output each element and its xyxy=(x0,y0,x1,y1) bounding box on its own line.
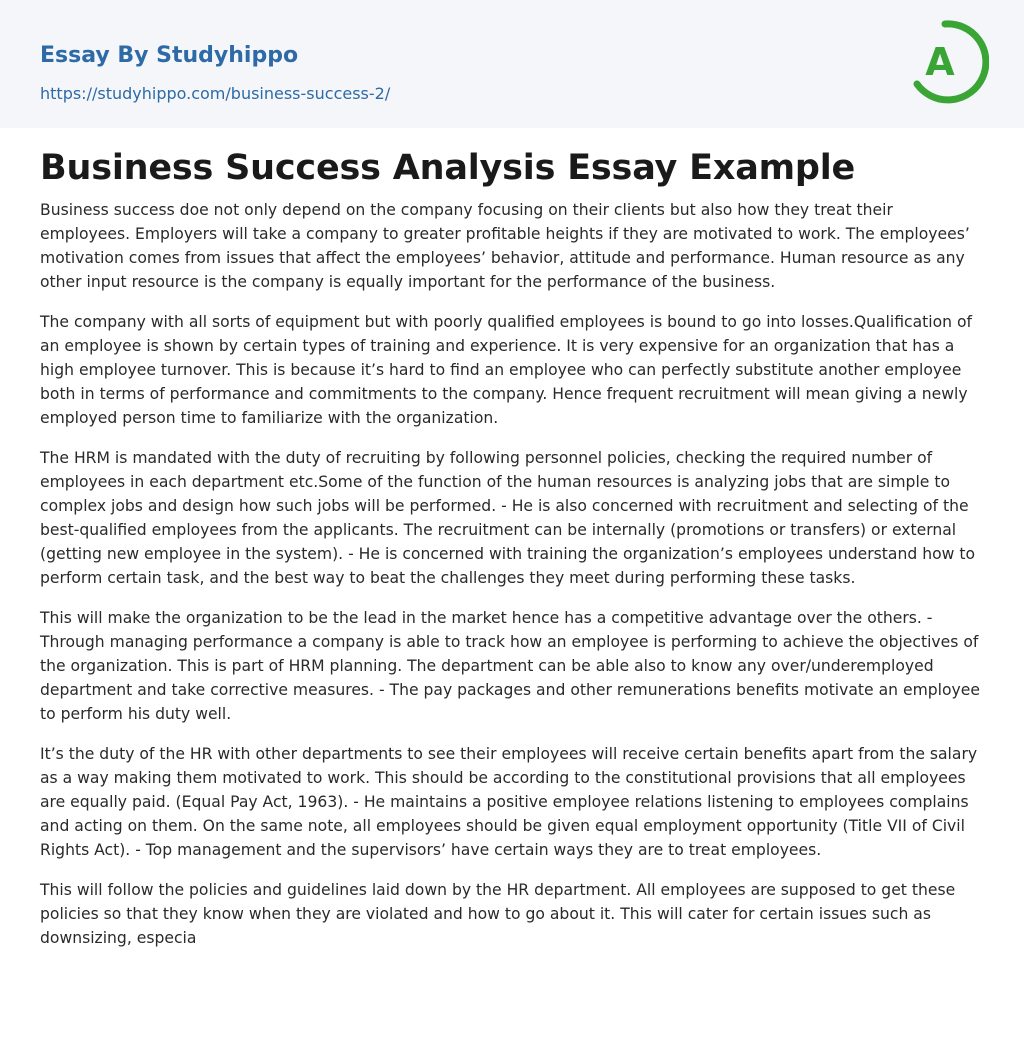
article-paragraph: Business success doe not only depend on the company focusing on their clients but also how they treat their employees. Employers will take a company to greater profitable heights if they are motivated to work. The employees’ motivation comes from issues that affect the employees’ behavior, attitude and performance. Human resource as any other input resource is the company is equally important for the performance of the business. xyxy=(40,201,970,291)
brand-name: Essay By Studyhippo xyxy=(40,43,299,68)
site-header xyxy=(0,0,1024,128)
studyhippo-logo-icon[interactable] xyxy=(911,18,989,106)
article-paragraph: This will make the organization to be the lead in the market hence has a competitive advantage over the others. - Through managing performance a company is able to track how an employee is performing to achieve the objectives of the organization. This is part of HRM planning. The department can be able also to know any over/underemployed department and take corrective measures. - The pay packages and other remunerations benefits motivate an employee to perform his duty well. xyxy=(40,609,980,723)
article-paragraph: The company with all sorts of equipment but with poorly qualified employees is bound to go into losses.Qualification of an employee is shown by certain types of training and experience. It is very expensive for an organization that has a high employee turnover. This is because it’s hard to find an employee who can perfectly substitute another employee both in terms of performance and commitments to the company. Hence frequent recruitment will mean giving a newly employed person time to familiarize with the organization. xyxy=(40,313,973,427)
article-content xyxy=(0,128,1024,950)
article-paragraph: The HRM is mandated with the duty of recruiting by following personnel policies, checking the required number of employees in each department etc.Some of the function of the human resources is analyzing jobs that are simple to complex jobs and design how such jobs will be performed. - He is also concerned with recruitment and selecting of the best-qualified employees from the applicants. The recruitment can be internally (promotions or transfers) or external (getting new employee in the system). - He is concerned with training the organization’s employees understand how to perform certain task, and the best way to beat the challenges they meet during performing these tasks. xyxy=(40,449,975,587)
essay-url-link[interactable]: https://studyhippo.com/business-success-2/ xyxy=(40,84,391,103)
article-paragraph: It’s the duty of the HR with other departments to see their employees will receive certain benefits apart from the salary as a way making them motivated to work. This should be according to the constitutional provisions that all employees are equally paid. (Equal Pay Act, 1963). - He maintains a positive employee relations listening to employees complains and acting on them. On the same note, all employees should be given equal employment opportunity (Title VII of Civil Rights Act). - Top management and the supervisors’ have certain ways they are to treat employees. xyxy=(40,745,978,859)
logo-letter: A xyxy=(925,40,955,84)
article-paragraph: This will follow the policies and guidelines laid down by the HR department. All employees are supposed to get these policies so that they know when they are violated and how to go about it. This will cater for certain issues such as downsizing, especia xyxy=(40,881,956,947)
article-title: Business Success Analysis Essay Example xyxy=(40,148,856,188)
